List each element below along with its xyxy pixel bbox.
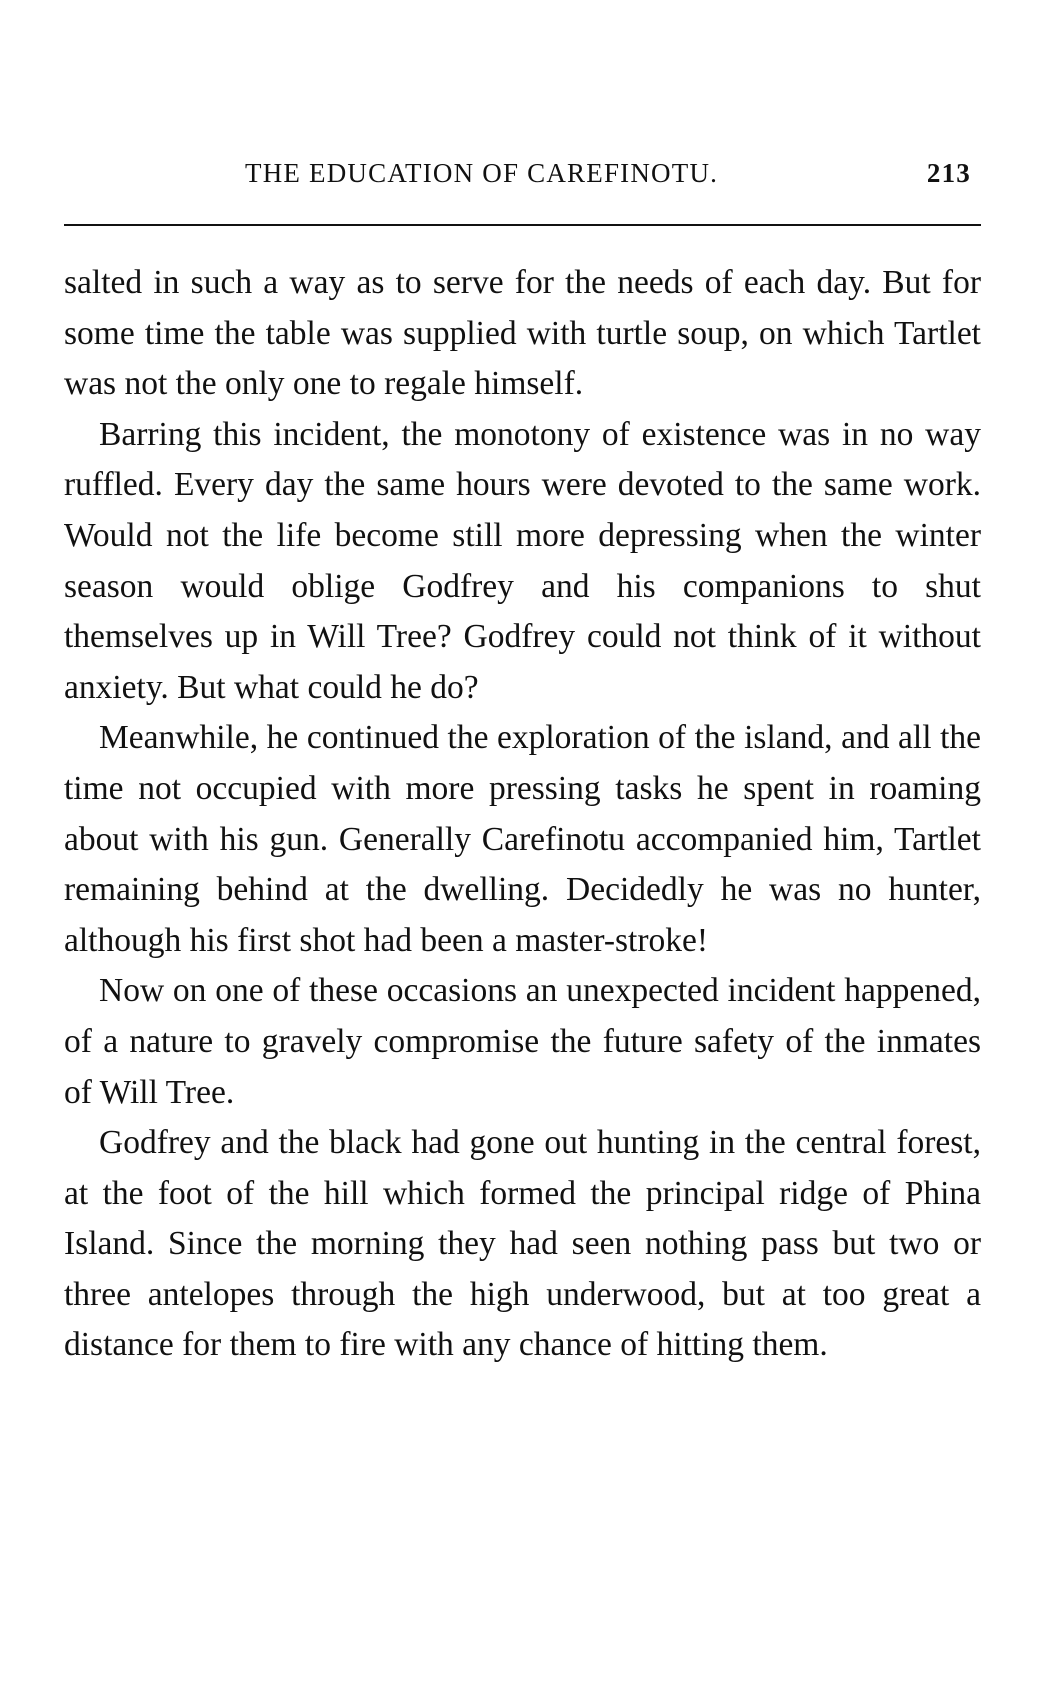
paragraph: Godfrey and the black had gone out hunting in the central forest, at the foot of the hill which formed the principal ridge of Phina Island. Since the morning they had seen nothing pass but two or three antelopes through the high underwood, but at too great a distance for them to fire with any chance of hitting them. — [64, 1124, 981, 1364]
running-title: THE EDUCATION OF CAREFINOTU. — [245, 158, 719, 188]
running-head — [64, 158, 981, 198]
paragraph: Barring this incident, the monotony of existence was in no way ruffled. Every day the same hours were devoted to the same work. Would not the life become still more depressing when the winter season would oblige Godfrey and his companions to shut themselves up in Will Tree? Godfrey could not think of it without anxiety. But what could he do? — [64, 415, 981, 706]
paragraph: Meanwhile, he continued the exploration of the island, and all the time not occupied with more pressing tasks he spent in roaming about with his gun. Generally Carefinotu accompanied him, Tartlet remaining behind at the dwelling. Decidedly he was no hunter, although his first shot had been a master-stroke! — [64, 719, 981, 959]
header-rule — [64, 224, 981, 226]
paragraph: Now on one of these occasions an unexpected incident happened, of a nature to gravely compromise the future safety of the inmates of Will Tree. — [64, 972, 981, 1111]
body-text — [64, 258, 981, 1371]
page-number: 213 — [926, 158, 971, 188]
paragraph-continued: salted in such a way as to serve for the needs of each day. But for some time the table was supplied with turtle soup, on which Tartlet was not the only one to regale himself. — [64, 264, 981, 403]
